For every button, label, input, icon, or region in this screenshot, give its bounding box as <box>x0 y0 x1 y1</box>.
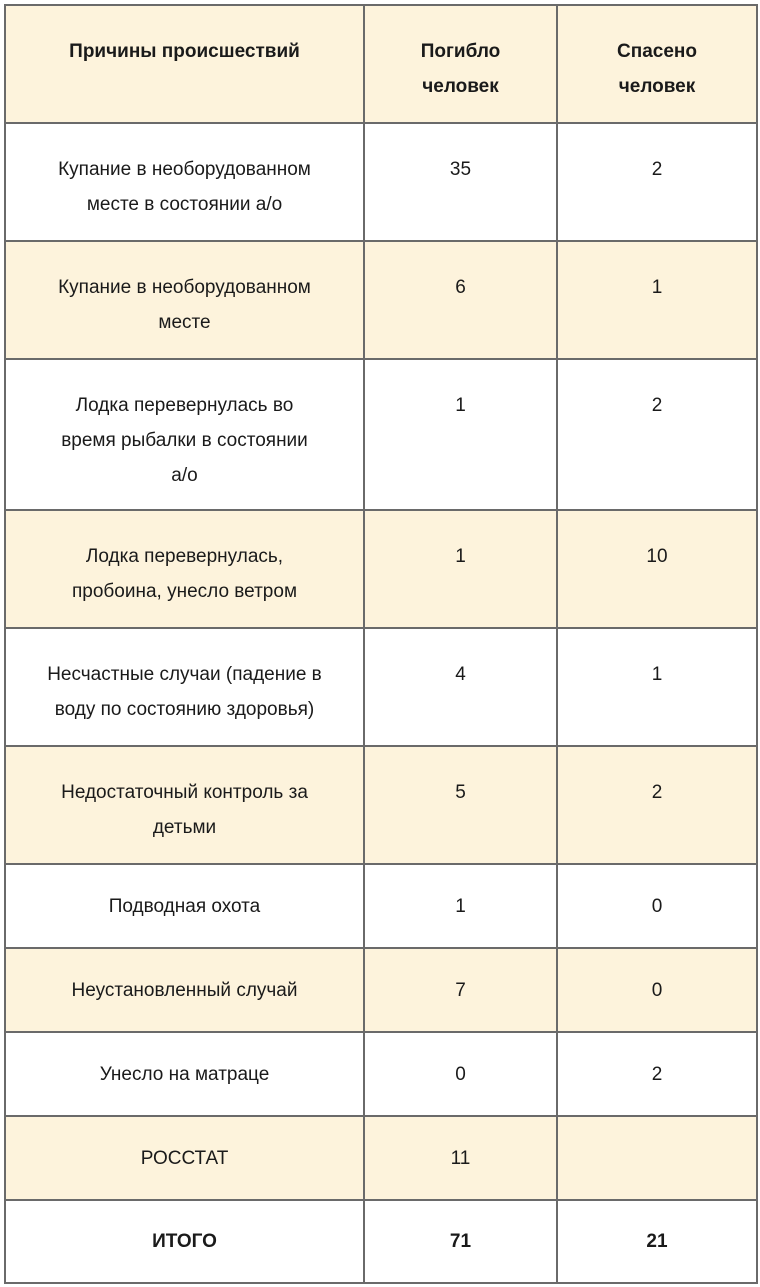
died-cell: 1 <box>364 864 557 948</box>
cause-cell: Несчастные случаи (падение в воду по состоянию здоровья) <box>5 628 364 746</box>
cause-cell: Купание в необорудованном месте <box>5 241 364 359</box>
died-cell: 5 <box>364 746 557 864</box>
died-cell: 35 <box>364 123 557 241</box>
saved-cell: 10 <box>557 510 757 628</box>
header-cause: Причины происшествий <box>5 5 364 123</box>
table-total-row <box>5 1200 757 1283</box>
header-died: Погибло человек <box>364 5 557 123</box>
cause-cell: РОССТАТ <box>5 1116 364 1200</box>
table-row <box>5 510 757 628</box>
table-row <box>5 1116 757 1200</box>
died-cell: 7 <box>364 948 557 1032</box>
cause-cell: Подводная охота <box>5 864 364 948</box>
died-cell: 4 <box>364 628 557 746</box>
saved-cell: 2 <box>557 746 757 864</box>
table-row <box>5 241 757 359</box>
died-cell: 6 <box>364 241 557 359</box>
died-cell: 0 <box>364 1032 557 1116</box>
total-saved: 21 <box>557 1200 757 1283</box>
saved-cell: 1 <box>557 628 757 746</box>
died-cell: 1 <box>364 359 557 510</box>
total-label: ИТОГО <box>5 1200 364 1283</box>
table-row <box>5 864 757 948</box>
incidents-table <box>4 4 758 1284</box>
total-died: 71 <box>364 1200 557 1283</box>
cause-cell: Купание в необорудованном месте в состоянии а/о <box>5 123 364 241</box>
saved-cell: 1 <box>557 241 757 359</box>
cause-cell: Лодка перевернулась, пробоина, унесло ветром <box>5 510 364 628</box>
saved-cell <box>557 1116 757 1200</box>
cause-cell: Неустановленный случай <box>5 948 364 1032</box>
cause-cell: Лодка перевернулась во время рыбалки в состоянии а/о <box>5 359 364 510</box>
table-row <box>5 1032 757 1116</box>
saved-cell: 2 <box>557 359 757 510</box>
died-cell: 1 <box>364 510 557 628</box>
table-row <box>5 948 757 1032</box>
cause-cell: Унесло на матраце <box>5 1032 364 1116</box>
table-row <box>5 746 757 864</box>
cause-cell: Недостаточный контроль за детьми <box>5 746 364 864</box>
table-row <box>5 123 757 241</box>
saved-cell: 2 <box>557 123 757 241</box>
header-saved: Спасено человек <box>557 5 757 123</box>
saved-cell: 0 <box>557 864 757 948</box>
table-row <box>5 628 757 746</box>
table-header-row <box>5 5 757 123</box>
saved-cell: 2 <box>557 1032 757 1116</box>
saved-cell: 0 <box>557 948 757 1032</box>
table-row <box>5 359 757 510</box>
died-cell: 11 <box>364 1116 557 1200</box>
